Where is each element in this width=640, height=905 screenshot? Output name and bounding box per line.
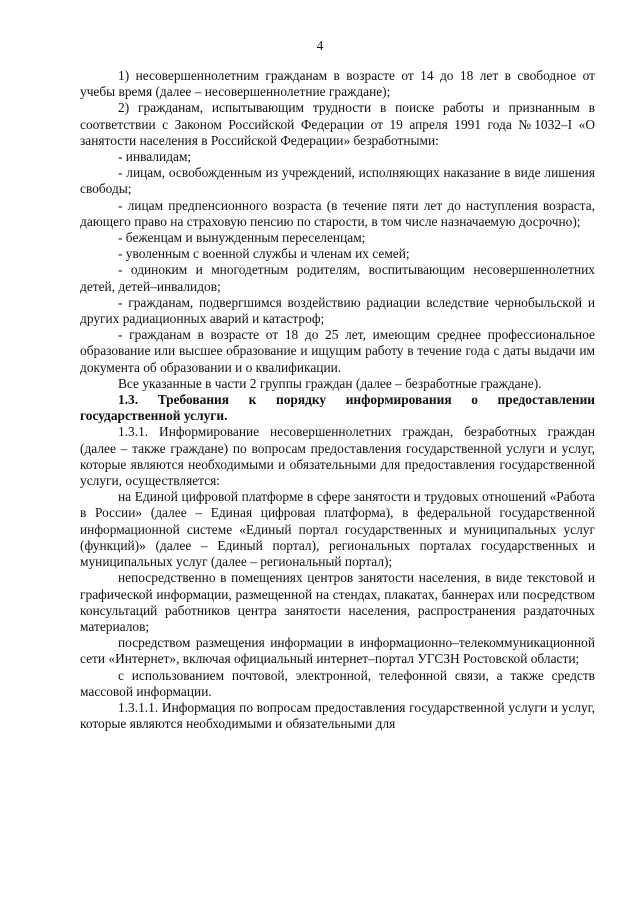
section-heading: 1.3. Требования к порядку информирования о предоставлении государственной услуги. — [80, 392, 595, 424]
paragraph: 1) несовершеннолетним гражданам в возрасте от 14 до 18 лет в свободное от учебы время (далее – несовершеннолетние граждане); — [80, 68, 595, 100]
paragraph: непосредственно в помещениях центров занятости населения, в виде текстовой и графической информации, размещенной на стендах, плакатах, баннерах или посредством консультаций работников центра занятости населения, распространения раздаточных материалов; — [80, 570, 595, 634]
paragraph: - гражданам, подвергшимся воздействию радиации вследствие чернобыльской и других радиационных аварий и катастроф; — [80, 294, 595, 327]
paragraph: 2) гражданам, испытывающим трудности в поиске работы и признанным в соответствии с Законом Российской Федерации от 19 апреля 1991 года №1032–I «О занятости населения в Российской Федерации» безработными: — [80, 100, 595, 148]
paragraph: на Единой цифровой платформе в сфере занятости и трудовых отношений «Работа в России» (далее – Единая цифровая платформа), в федеральной государственной информационной системе «Единый портал государственных и муниципальных услуг (функций)» (далее – Единый портал), региональных порталах государственных и муниципальных услуг (далее – региональный портал); — [80, 489, 595, 570]
paragraph: - лицам, освобожденным из учреждений, исполняющих наказание в виде лишения свободы; — [80, 165, 595, 197]
paragraph: - инвалидам; — [118, 149, 192, 165]
paragraph: - гражданам в возрасте от 18 до 25 лет, имеющим среднее профессиональное образование или высшее образование и ищущим работу в течение года с даты выдачи им документа об образовании и о квалификации. — [80, 327, 595, 375]
paragraph: 1.3.1. Информирование несовершеннолетних граждан, безработных граждан (далее – также граждане) по вопросам предоставления государственной услуги и услуг, которые являются необходимыми и обязательными для предоставления государственной услуги, осуществляется: — [80, 424, 595, 489]
paragraph: - лицам предпенсионного возраста (в течение пяти лет до наступления возраста, дающего право на страховую пенсию по старости, в том числе назначаемую досрочно); — [80, 197, 595, 229]
paragraph: - беженцам и вынужденным переселенцам; — [118, 230, 366, 246]
paragraph: 1.3.1.1. Информация по вопросам предоставления государственной услуги и услуг, которые являются необходимыми и обязательными для — [80, 699, 595, 732]
paragraph: - уволенным с военной службы и членам их семей; — [118, 246, 410, 262]
page-number: 4 — [316, 38, 324, 53]
paragraph: - одиноким и многодетным родителям, воспитывающим несовершеннолетних детей, детей–инвалидов; — [80, 262, 595, 294]
paragraph: посредством размещения информации в информационно–телекоммуникационной сети «Интернет», включая официальный интернет–портал УГСЗН Ростовской области; — [80, 635, 595, 667]
paragraph: Все указанные в части 2 группы граждан (далее – безработные граждане). — [118, 375, 542, 391]
paragraph: с использованием почтовой, электронной, телефонной связи, а также средств массовой информации. — [80, 667, 595, 699]
document-body — [80, 68, 595, 732]
